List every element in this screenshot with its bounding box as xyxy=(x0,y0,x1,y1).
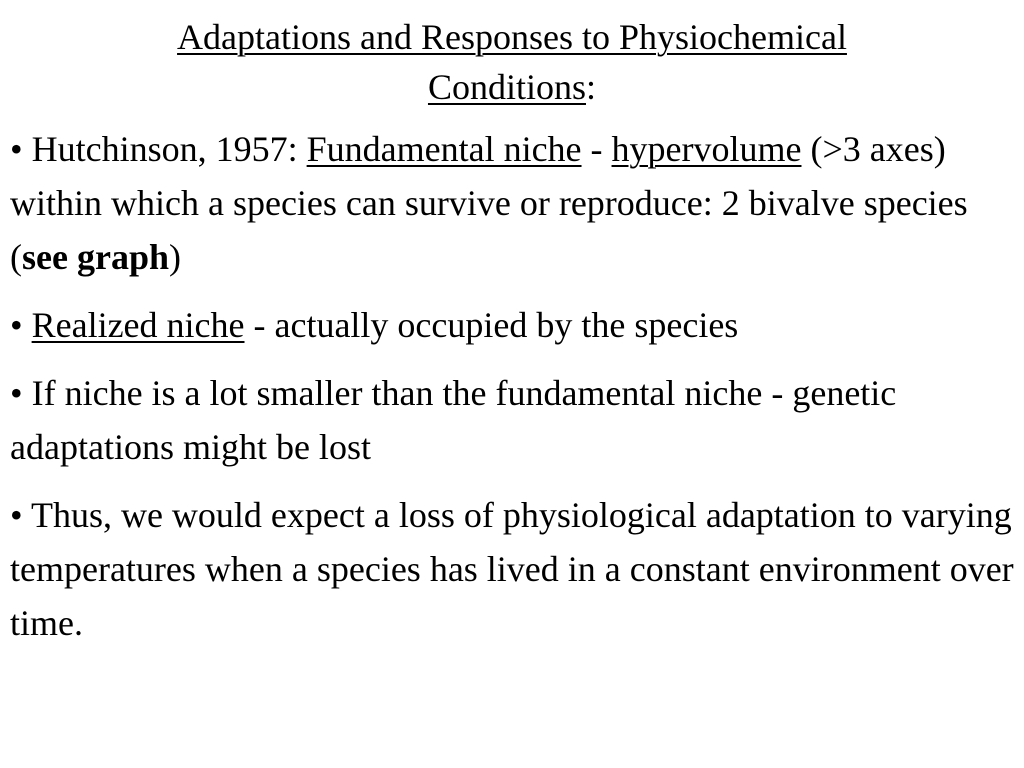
bullet-mark: • xyxy=(10,305,23,345)
bullet-text: Hutchinson, 1957: xyxy=(22,129,307,169)
title-line-2: Conditions xyxy=(427,67,586,107)
bullet-mark: • xyxy=(10,373,23,413)
bullet-text: - xyxy=(581,129,612,169)
bullet-text: - actually occupied by the species xyxy=(244,305,739,345)
title-line-2-wrap xyxy=(10,62,1014,112)
bullet-text: Thus, we would expect a loss of physiological adaptation to varying temperatures when a species has lived in a constant environment over time. xyxy=(10,495,1014,643)
term-fundamental-niche: Fundamental niche xyxy=(306,129,582,169)
bullet-hutchinson xyxy=(10,122,1014,284)
bullet-list xyxy=(10,122,1014,650)
bullet-text: ) xyxy=(169,237,181,277)
bullet-text: (>3 axes) within which a species can survive or reproduce: 2 bivalve species ( xyxy=(10,129,968,277)
bullet-mark: • xyxy=(10,495,23,535)
title-line-1: Adaptations and Responses to Physiochemical xyxy=(177,17,847,57)
bullet-loss-adaptation xyxy=(10,488,1014,650)
see-graph-text: see graph xyxy=(22,237,169,277)
term-realized-niche: Realized niche xyxy=(31,305,245,345)
bullet-niche-smaller xyxy=(10,366,1014,474)
title-colon: : xyxy=(586,67,597,107)
bullet-text: If niche is a lot smaller than the fundamental niche - genetic adaptations might be lost xyxy=(10,373,897,467)
bullet-mark: • xyxy=(10,129,23,169)
slide-title xyxy=(10,12,1014,112)
bullet-realized-niche xyxy=(10,298,1014,352)
term-hypervolume: hypervolume xyxy=(611,129,802,169)
